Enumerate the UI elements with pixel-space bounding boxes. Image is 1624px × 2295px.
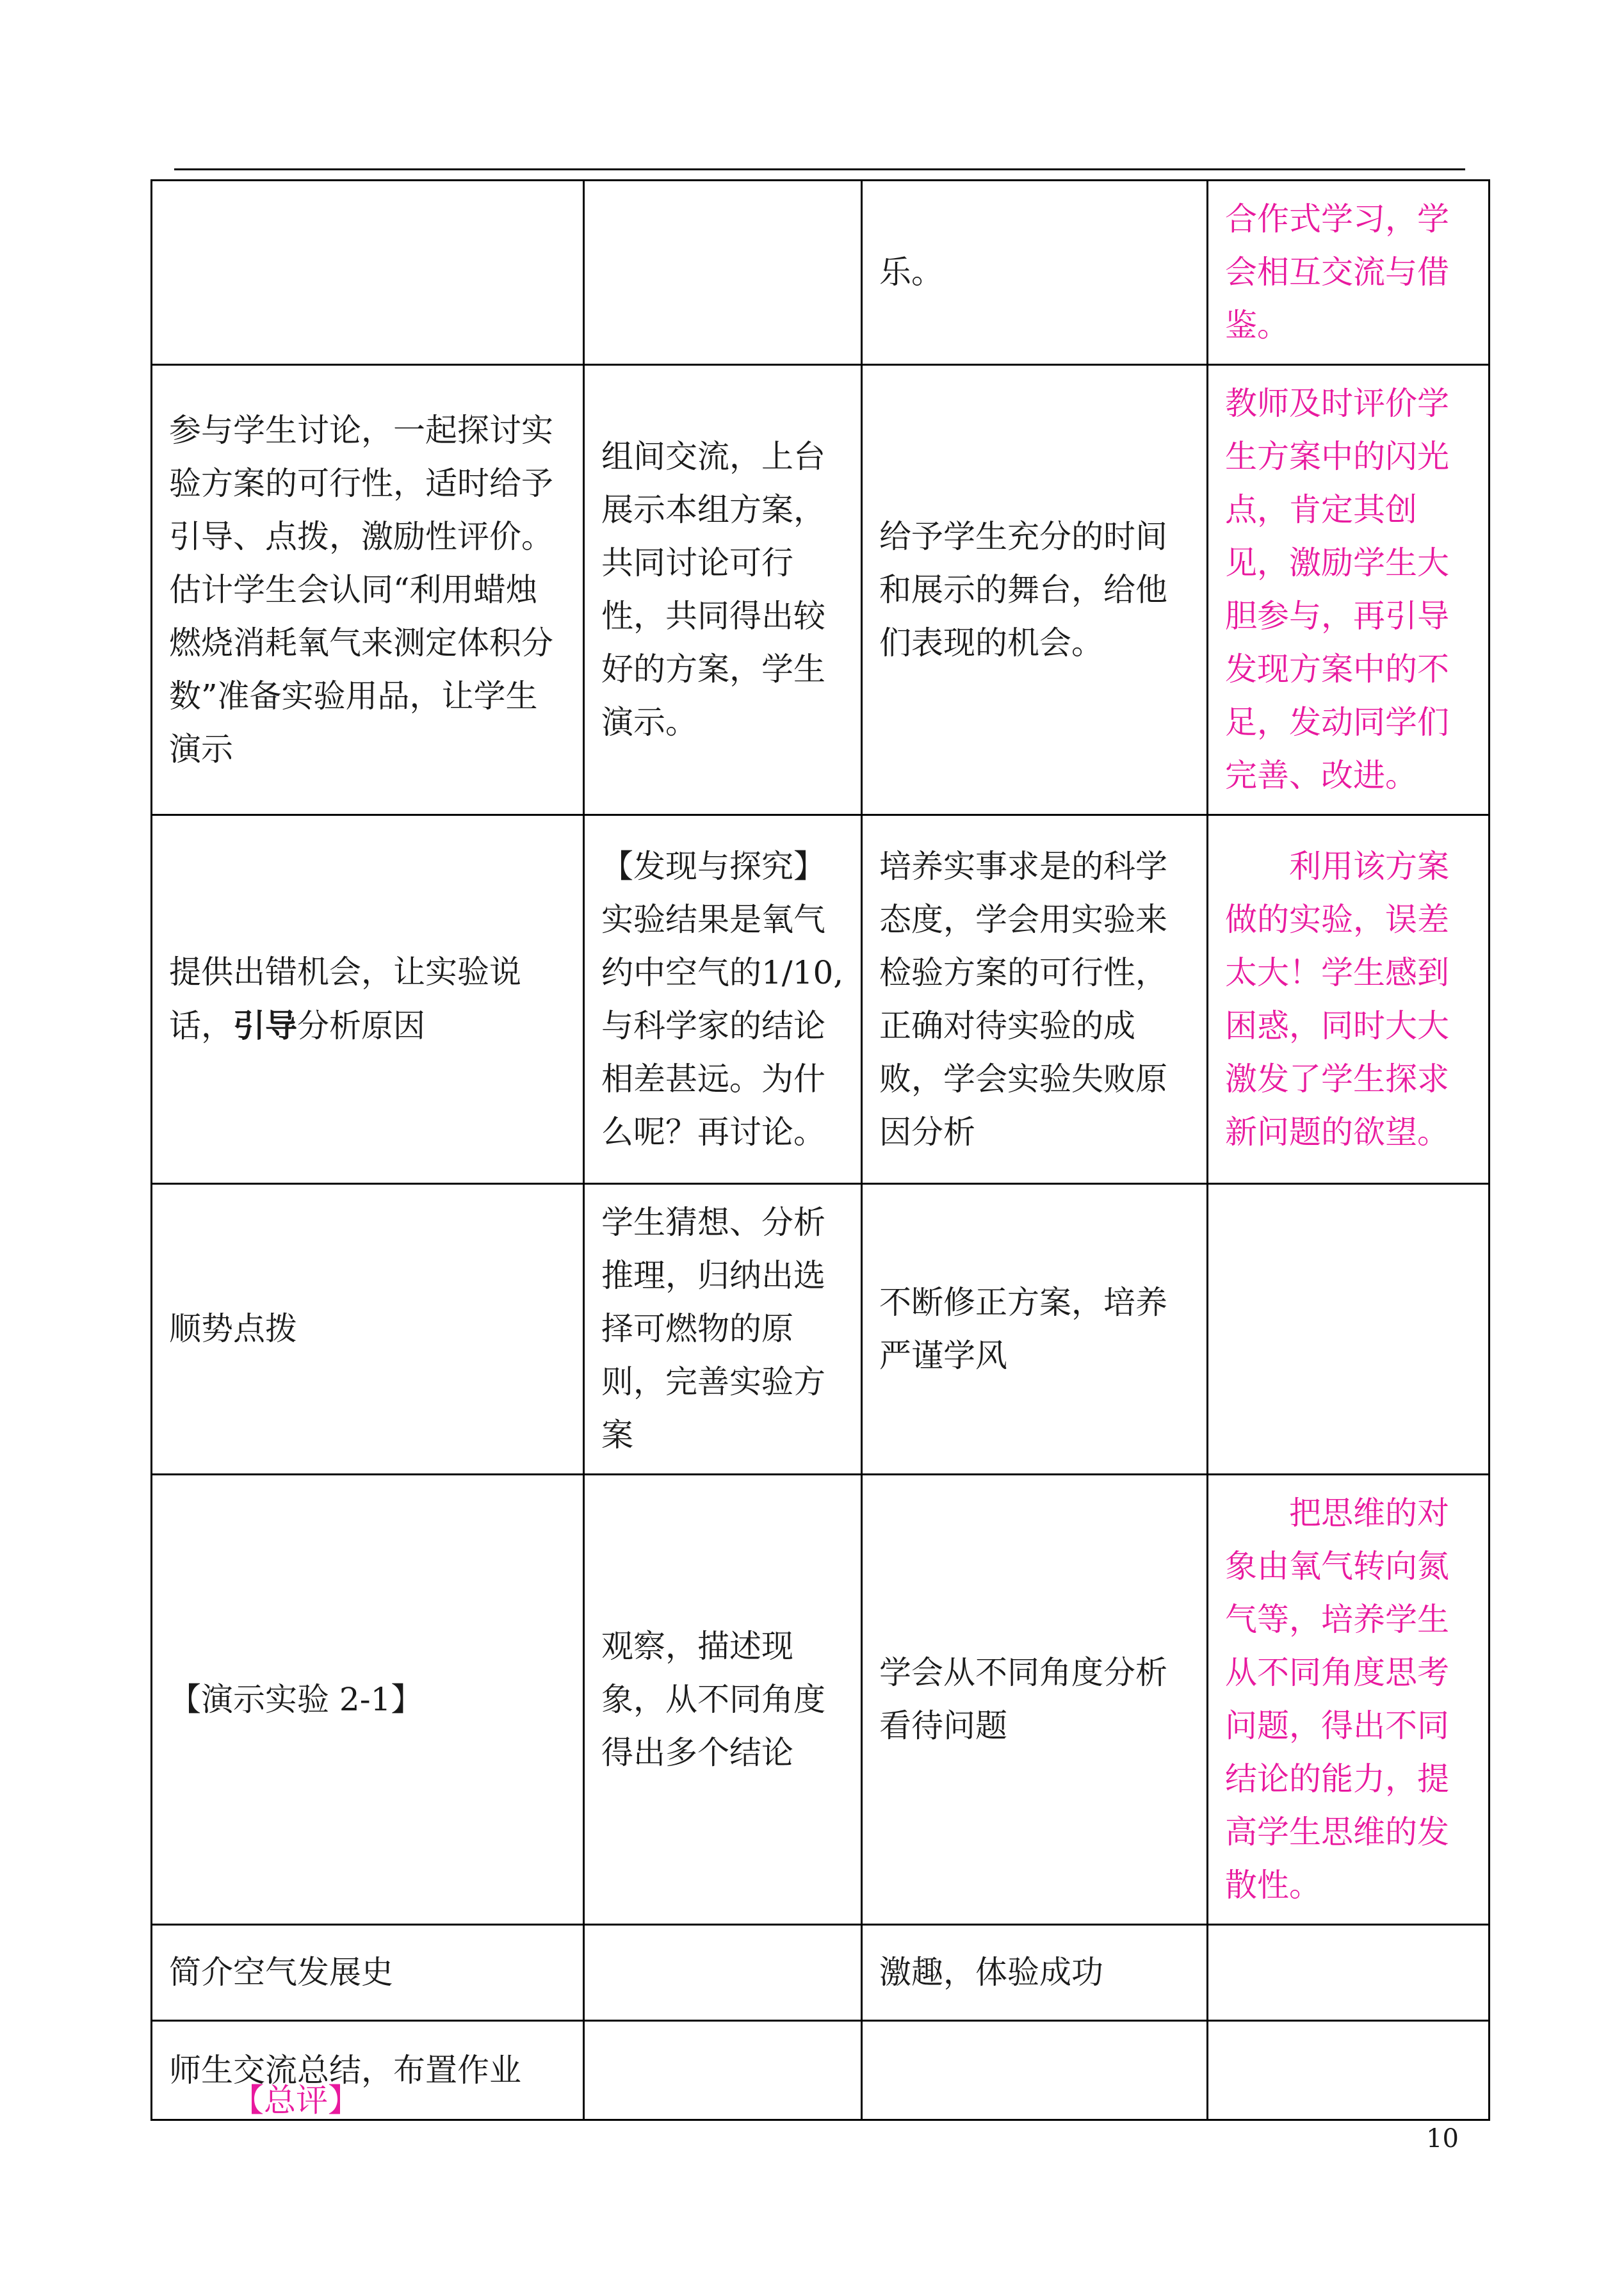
student-activity-cell: 组间交流，上台展示本组方案，共同讨论可行性，共同得出较好的方案，学生演示。 <box>584 365 862 815</box>
cell-text: 提供出错机会，让实验说话， <box>169 953 521 1044</box>
header-rule <box>174 168 1465 170</box>
annotation-cell: 合作式学习，学会相互交流与借鉴。 <box>1208 181 1490 365</box>
emphasis-text: 引导 <box>233 1007 297 1044</box>
design-intent-cell: 学会从不同角度分析看待问题 <box>862 1475 1208 1925</box>
student-activity-cell <box>584 1925 862 2021</box>
teacher-activity-cell: 【演示实验 2-1】 <box>152 1475 584 1925</box>
design-intent-cell: 给予学生充分的时间和展示的舞台，给他们表现的机会。 <box>862 365 1208 815</box>
student-activity-cell: 学生猜想、分析推理，归纳出选择可燃物的原则，完善实验方案 <box>584 1184 862 1475</box>
teacher-activity-cell: 师生交流总结，布置作业 <box>152 2021 584 2120</box>
table-row <box>152 1475 1490 1925</box>
annotation-cell <box>1208 1184 1490 1475</box>
teacher-activity-cell: 顺势点拨 <box>152 1184 584 1475</box>
table-row <box>152 815 1490 1184</box>
table-row <box>152 365 1490 815</box>
cell-text: 分析原因 <box>297 1007 425 1044</box>
design-intent-cell: 培养实事求是的科学态度，学会用实验来检验方案的可行性，正确对待实验的成败，学会实验失败原因分析 <box>862 815 1208 1184</box>
summary-heading: 【总评】 <box>232 2082 360 2119</box>
design-intent-cell: 不断修正方案，培养严谨学风 <box>862 1184 1208 1475</box>
design-intent-cell: 乐。 <box>862 181 1208 365</box>
lesson-plan-table <box>150 179 1490 2121</box>
annotation-cell: 利用该方案做的实验，误差太大！学生感到困惑，同时大大激发了学生探求新问题的欲望。 <box>1208 815 1490 1184</box>
design-intent-cell <box>862 2021 1208 2120</box>
table-row <box>152 1184 1490 1475</box>
student-activity-cell: 观察，描述现象，从不同角度得出多个结论 <box>584 1475 862 1925</box>
annotation-cell: 把思维的对象由氧气转向氮气等，培养学生从不同角度思考问题，得出不同结论的能力，提高学生思维的发散性。 <box>1208 1475 1490 1925</box>
teacher-activity-cell: 简介空气发展史 <box>152 1925 584 2021</box>
design-intent-cell: 激趣，体验成功 <box>862 1925 1208 2021</box>
annotation-cell <box>1208 2021 1490 2120</box>
page-number: 10 <box>1426 2124 1459 2153</box>
teacher-activity-cell <box>152 181 584 365</box>
table-row <box>152 1925 1490 2021</box>
teacher-activity-cell <box>152 815 584 1184</box>
student-activity-cell: 【发现与探究】实验结果是氧气约中空气的1/10,与科学家的结论相差甚远。为什么呢？再讨论。 <box>584 815 862 1184</box>
annotation-cell <box>1208 1925 1490 2021</box>
table-row <box>152 181 1490 365</box>
annotation-cell: 教师及时评价学生方案中的闪光点，肯定其创见，激励学生大胆参与，再引导发现方案中的不足，发动同学们完善、改进。 <box>1208 365 1490 815</box>
student-activity-cell <box>584 181 862 365</box>
student-activity-cell <box>584 2021 862 2120</box>
teacher-activity-cell: 参与学生讨论，一起探讨实验方案的可行性，适时给予引导、点拨，激励性评价。估计学生会认同“利用蜡烛燃烧消耗氧气来测定体积分数”准备实验用品，让学生演示 <box>152 365 584 815</box>
